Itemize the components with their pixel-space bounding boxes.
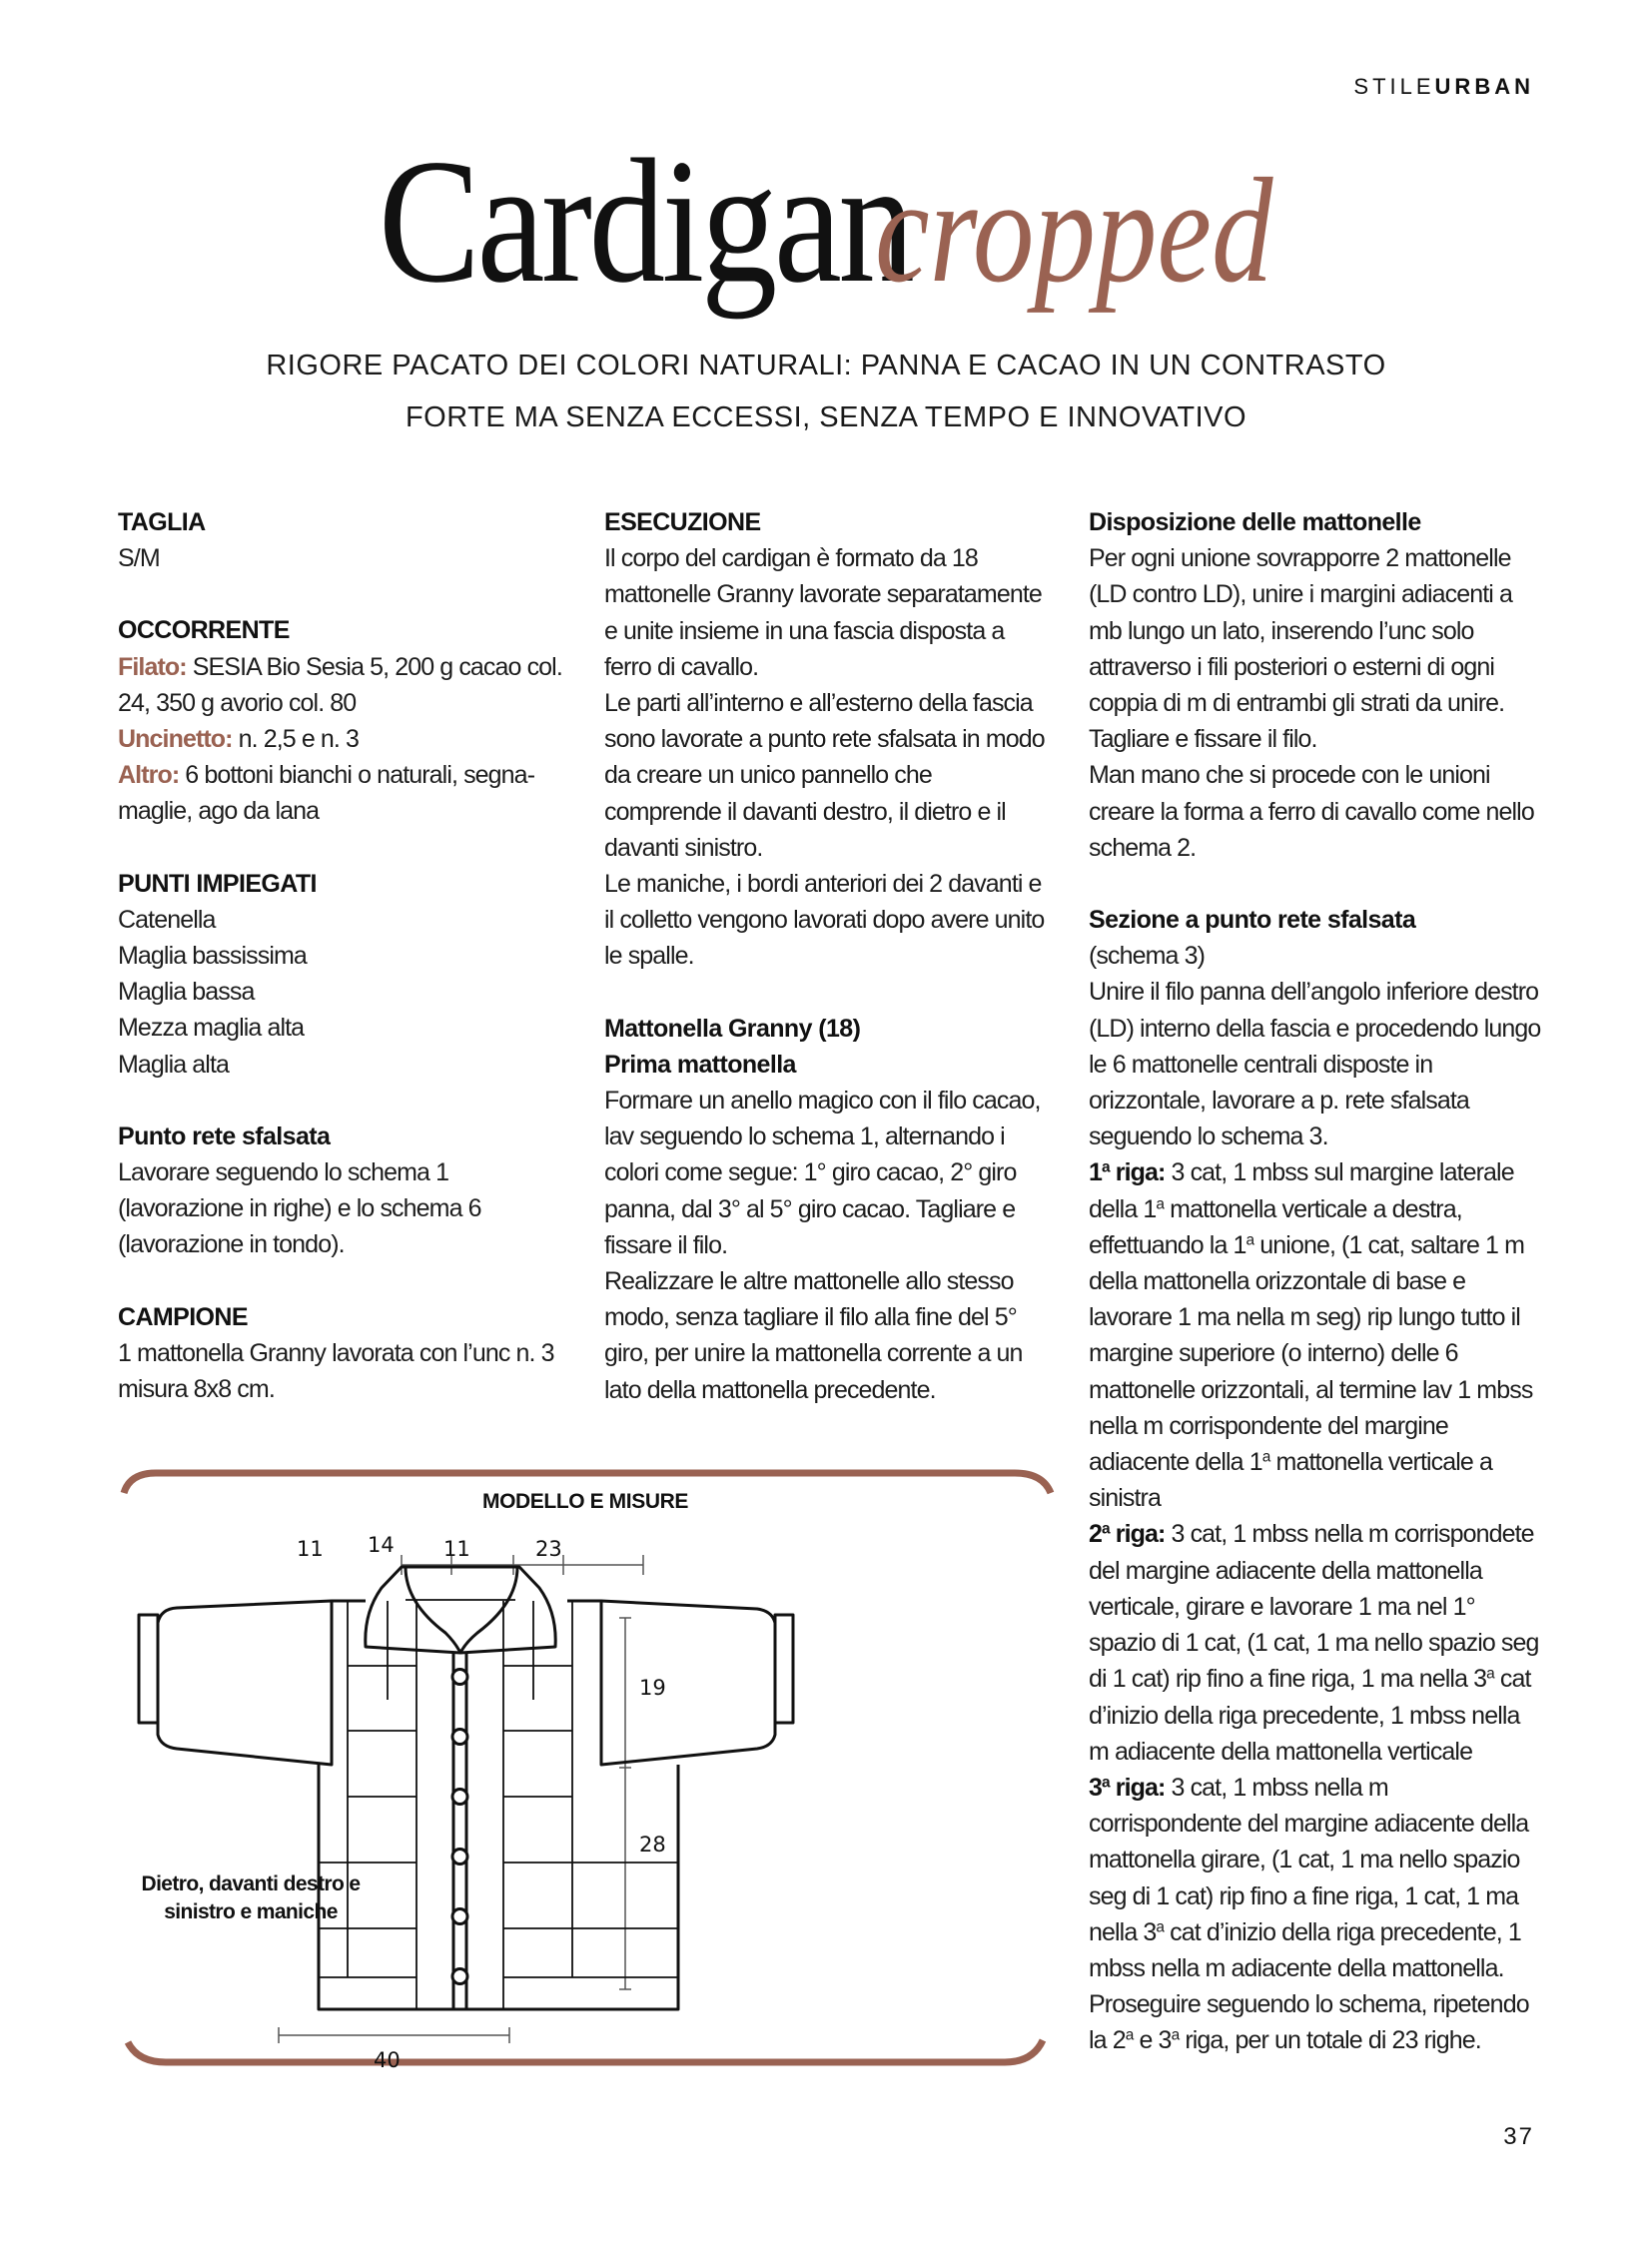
heading-punto-rete: Punto rete sfalsata <box>118 1121 331 1150</box>
page-number: 37 <box>1503 2123 1534 2150</box>
subtitle <box>0 340 1652 443</box>
stitch-item: Catenella <box>118 905 216 934</box>
dim-width: 40 <box>374 2048 401 2072</box>
altro-value: 6 bottoni bianchi o naturali, segna-maglie, ago da lana <box>118 761 535 826</box>
punto-rete-text: Lavorare seguendo lo schema 1 (lavorazione in righe) e lo schema 6 (lavorazione in tondo). <box>118 1158 481 1259</box>
heading-campione: CAMPIONE <box>118 1302 248 1331</box>
sezione-sub: (schema 3) <box>1089 942 1206 971</box>
title-accent: cropped <box>875 148 1273 314</box>
button-icon <box>452 1790 467 1805</box>
column-execution <box>604 504 1052 1408</box>
dim-shoulder-left: 11 <box>297 1537 324 1561</box>
stitch-item: Maglia bassissima <box>118 942 307 971</box>
uncinetto-value: n. 2,5 e n. 3 <box>232 725 359 754</box>
right-dimension-lines <box>619 1618 631 1989</box>
subtitle-line-2: FORTE MA SENZA ECCESSI, SENZA TEMPO E INNOVATIVO <box>405 401 1247 433</box>
button-icon <box>452 1909 467 1924</box>
collar-lapel-right <box>460 1567 517 1653</box>
dim-sleeve-length: 23 <box>535 1537 562 1561</box>
prima-paragraph: Formare un anello magico con il filo cacao, lav seguendo lo schema 1, alternando i colori come segue: 1° giro cacao, 2° giro panna, dal 3° al 5° giro cacao. Tagliare e fissare il filo. <box>604 1087 1041 1259</box>
right-sleeve <box>601 1601 775 1765</box>
dim-neck: 14 <box>368 1533 395 1557</box>
filato-line <box>118 649 567 721</box>
brand-bold: URBAN <box>1434 74 1534 99</box>
button-icon <box>452 1850 467 1865</box>
column-materials <box>118 504 567 1407</box>
esecuzione-paragraph: Il corpo del cardigan è formato da 18 mattonelle Granny lavorate separatamente e unite insieme in una fascia disposta a ferro di cavallo. <box>604 544 1042 681</box>
stitch-item: Mezza maglia alta <box>118 1014 305 1043</box>
altro-label: Altro: <box>118 761 180 790</box>
cardigan-schematic <box>116 1463 1055 2092</box>
heading-occorrente: OCCORRENTE <box>118 616 290 645</box>
heading-mattonella-granny: Mattonella Granny (18) <box>604 1014 861 1043</box>
right-cuff <box>775 1615 793 1723</box>
campione-text: 1 mattonella Granny lavorata con l’unc n. 3 misura 8x8 cm. <box>118 1338 554 1404</box>
row-2-instruction: 2$^a$ riga: 3 cat, 1 mbss nella m corrispondete del margine adiacente della mattonella verticale, girare e lavorare 1 ma nel 1° spazio di 1 cat, (1 cat, 1 ma nello spazio seg di 1 cat) rip fino a fine riga, 1 ma nella 3$^a$ cat d’inizio della riga precedente, 1 mbss nella m adiacente della mattonella verticale <box>1089 1520 1539 1766</box>
title-main: Cardigan <box>378 122 912 320</box>
dim-shoulder-right: 11 <box>443 1537 470 1561</box>
taglia-value: S/M <box>118 544 160 573</box>
esecuzione-paragraph: Le parti all’interno e all’esterno della fascia sono lavorate a punto rete sfalsata in modo da creare un unico pannello che comprende il davanti destro, il dietro e il davanti sinistro. <box>604 689 1045 862</box>
diagram-title: MODELLO E MISURE <box>482 1490 688 1513</box>
subtitle-line-1: RIGORE PACATO DEI COLORI NATURALI: PANNA E CACAO IN UN CONTRASTO <box>266 350 1386 381</box>
uncinetto-label: Uncinetto: <box>118 725 233 754</box>
garment-outline <box>139 1567 793 2009</box>
altro-line <box>118 757 567 829</box>
final-instruction: Proseguire seguendo lo schema, ripetendo la 2$^a$ e 3$^a$ riga, per un totale di 23 righe. <box>1089 1990 1529 2055</box>
bottom-dimension-line <box>279 2027 509 2043</box>
dim-body-height: 28 <box>639 1833 666 1857</box>
heading-prima-mattonella: Prima mattonella <box>604 1050 796 1079</box>
dim-sleeve-height: 19 <box>639 1676 666 1700</box>
left-cuff <box>139 1615 158 1723</box>
disposizione-paragraph: Per ogni unione sovrapporre 2 mattonelle (LD contro LD), unire i margini adiacenti a mb lungo un lato, inserendo l’unc solo attraverso i fili posteriori o esterni di ogni coppia di m di entrambi gli strati da unire. Tagliare e fissare il filo. <box>1089 544 1513 754</box>
body-outline <box>319 1765 678 2009</box>
bottom-bracket <box>128 2040 1043 2062</box>
sezione-paragraph: Unire il filo panna dell’angolo inferiore destro (LD) interno della fascia e procedendo lungo le 6 mattonelle centrali disposte in orizzontale, lavorare a p. rete sfalsata seguendo lo schema 3. <box>1089 978 1541 1151</box>
filato-value: SESIA Bio Sesia 5, 200 g cacao col. 24, 350 g avorio col. 80 <box>118 652 562 717</box>
left-sleeve <box>158 1601 332 1765</box>
button-icon <box>452 1969 467 1984</box>
filato-label: Filato: <box>118 652 187 681</box>
button-icon <box>452 1670 467 1685</box>
row-1-instruction: 1$^a$ riga: 3 cat, 1 mbss sul margine laterale della 1$^a$ mattonella verticale a destra, effettuando la 1$^a$ unione, (1 cat, saltare 1 m della mattonella orizzontale di base e lavorare 1 ma nella m seg) rip lungo tutto il margine superiore (o interno) delle 6 mattonelle orizzontali, al termine lav 1 mbss nella m corrispondente del margine adiacente della 1$^a$ mattonella verticale a sinistra <box>1089 1158 1533 1513</box>
esecuzione-paragraph: Le maniche, i bordi anteriori dei 2 davanti e il colletto vengono lavorati dopo avere unito le spalle. <box>604 870 1045 971</box>
page-title <box>0 118 1652 324</box>
heading-disposizione: Disposizione delle mattonelle <box>1089 508 1421 536</box>
stitch-item: Maglia bassa <box>118 978 255 1007</box>
heading-esecuzione: ESECUZIONE <box>604 508 761 536</box>
heading-taglia: TAGLIA <box>118 508 206 536</box>
stitch-item: Maglia alta <box>118 1050 229 1079</box>
heading-sezione: Sezione a punto rete sfalsata <box>1089 906 1416 935</box>
button-icon <box>452 1730 467 1745</box>
collar-lapel-left <box>406 1567 460 1653</box>
prima-paragraph: Realizzare le altre mattonelle allo stesso modo, senza tagliare il filo alla fine del 5° giro, per unire la mattonella corrente a un lato della mattonella precedente. <box>604 1267 1023 1404</box>
disposizione-paragraph: Man mano che si procede con le unioni creare la forma a ferro di cavallo come nello schema 2. <box>1089 761 1534 862</box>
uncinetto-line <box>118 721 567 757</box>
row-3-instruction: 3$^a$ riga: 3 cat, 1 mbss nella m corrispondente del margine adiacente della mattonella girare, (1 cat, 1 ma nello spazio seg di 1 cat) rip fino a fine riga, 1 cat, 1 ma nella 3$^a$ cat d’inizio della riga precedente, 1 mbss nella m adiacente della mattonella. <box>1089 1773 1529 1982</box>
magazine-section-label <box>1353 74 1534 100</box>
column-assembly <box>1089 504 1544 2059</box>
brand-light: STILE <box>1353 74 1435 99</box>
collar <box>366 1567 555 1653</box>
diagram-caption: Dietro, davanti destro e sinistro e maniche <box>141 1872 361 1923</box>
granny-tiles <box>319 1600 678 2009</box>
heading-punti: PUNTI IMPIEGATI <box>118 869 317 898</box>
schematic-diagram <box>116 1463 1055 2092</box>
